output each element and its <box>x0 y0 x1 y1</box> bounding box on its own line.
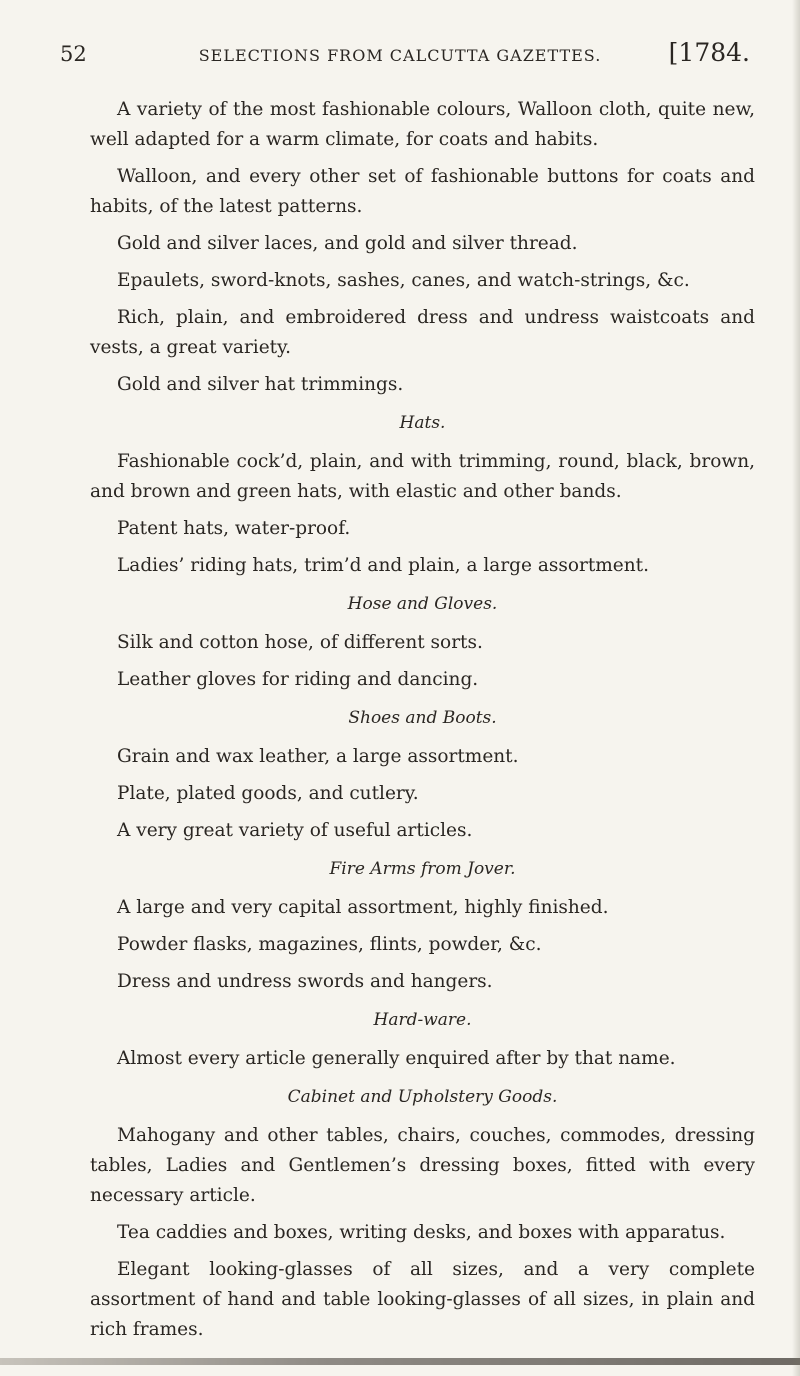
section-heading: Hose and Gloves. <box>347 594 498 614</box>
paragraph: Dress and undress swords and hangers. <box>117 971 493 992</box>
paragraph: Epaulets, sword-knots, sashes, canes, and watch-strings, &c. <box>117 270 690 291</box>
section-heading: Cabinet and Upholstery Goods. <box>287 1087 558 1107</box>
paragraph: Plate, plated goods, and cutlery. <box>117 783 419 804</box>
paragraph: Gold and silver laces, and gold and silver thread. <box>117 233 578 254</box>
page-bottom-edge <box>0 1358 800 1365</box>
paragraph: Elegant looking-glasses of all sizes, and a very complete assortment of hand and table looking-glasses of all sizes, in plain and rich frames. <box>90 1259 755 1340</box>
section-heading: Hats. <box>399 413 446 433</box>
paragraph: Almost every article generally enquired after by that name. <box>117 1048 676 1069</box>
paragraph: Powder flasks, magazines, flints, powder, &c. <box>117 934 542 955</box>
section-heading: Fire Arms from Jover. <box>329 859 516 879</box>
paragraph: Grain and wax leather, a large assortment. <box>117 746 519 767</box>
page-body <box>90 95 755 1352</box>
paragraph: Ladies’ riding hats, trim’d and plain, a large assortment. <box>117 555 649 576</box>
section-heading: Shoes and Boots. <box>348 708 497 728</box>
paragraph: A variety of the most fashionable colours, Walloon cloth, quite new, well adapted for a warm climate, for coats and habits. <box>90 99 755 150</box>
section-heading: Hard-ware. <box>373 1010 472 1030</box>
page-right-shadow <box>792 0 800 1376</box>
page-header <box>0 30 800 70</box>
year-label: [1784. <box>668 38 750 67</box>
paragraph: Walloon, and every other set of fashionable buttons for coats and habits, of the latest patterns. <box>90 166 755 217</box>
paragraph: Gold and silver hat trimmings. <box>117 374 404 395</box>
paragraph: Fashionable cock’d, plain, and with trimming, round, black, brown, and brown and green hats, with elastic and other bands. <box>90 451 755 502</box>
running-title: SELECTIONS FROM CALCUTTA GAZETTES. <box>198 46 602 65</box>
paragraph: Patent hats, water-proof. <box>117 518 351 539</box>
paragraph: A large and very capital assortment, highly finished. <box>117 897 609 918</box>
paragraph: Rich, plain, and embroidered dress and undress waistcoats and vests, a great variety. <box>90 307 755 358</box>
paragraph: Mahogany and other tables, chairs, couches, commodes, dressing tables, Ladies and Gentlemen’s dressing boxes, fitted with every necessary article. <box>90 1125 755 1206</box>
paragraph: Leather gloves for riding and dancing. <box>117 669 479 690</box>
paragraph: Silk and cotton hose, of different sorts. <box>117 632 483 653</box>
page-number: 52 <box>60 42 87 66</box>
paragraph: Tea caddies and boxes, writing desks, and boxes with apparatus. <box>117 1222 726 1243</box>
paragraph: A very great variety of useful articles. <box>117 820 473 841</box>
